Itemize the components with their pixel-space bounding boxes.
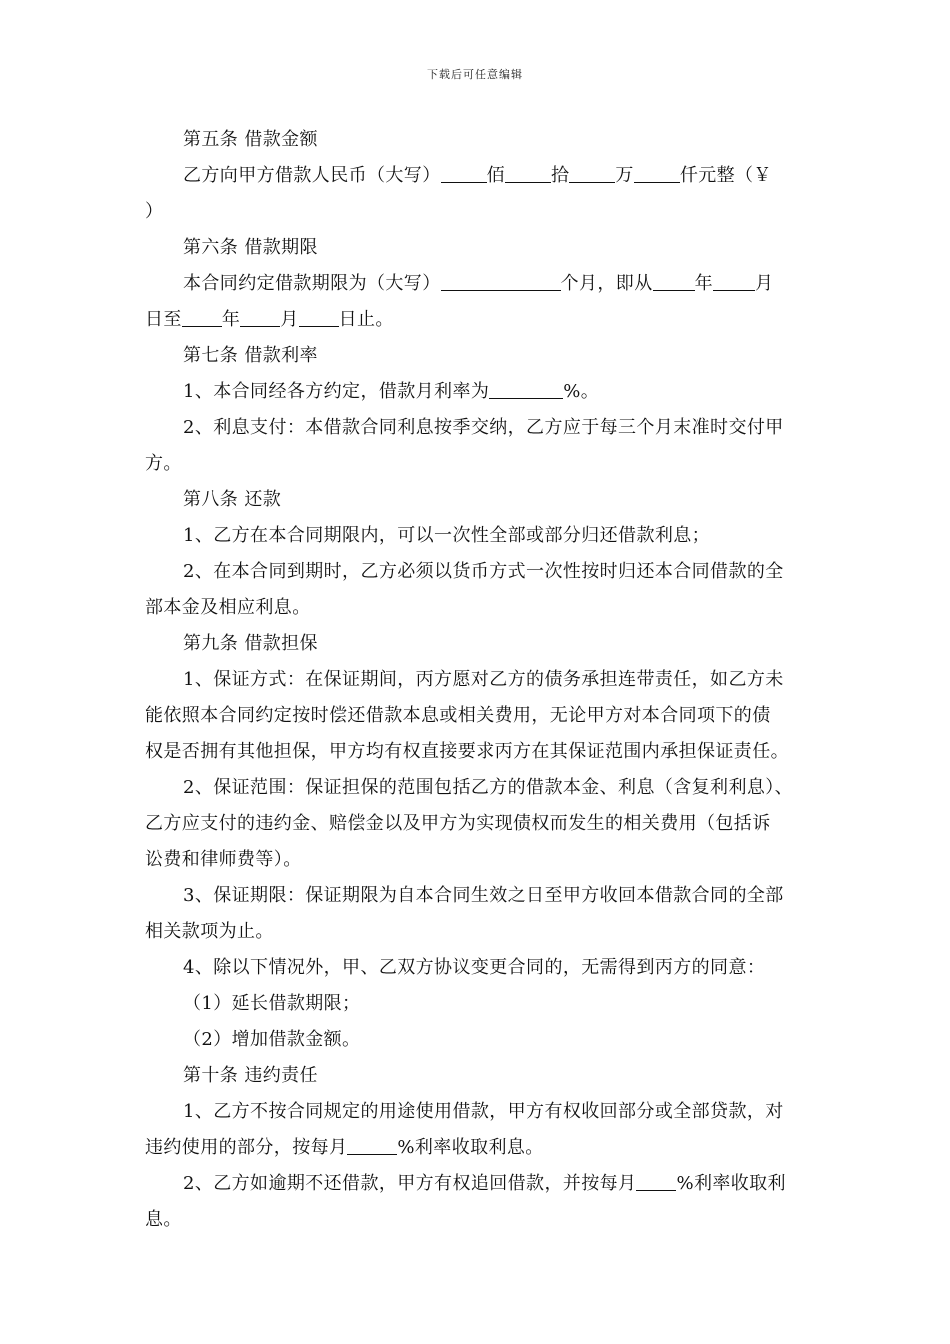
article8-title: 第八条 还款	[183, 489, 282, 510]
day-until: 日止。	[338, 309, 394, 330]
article9-item2-line1: 2、保证范围：保证担保的范围包括乙方的借款本金、利息（含复利利息）、	[183, 777, 794, 798]
period-prefix: 本合同约定借款期限为（大写）	[183, 273, 441, 294]
article9-sub1: （1）延长借款期限；	[183, 993, 361, 1014]
item2-suffix: %利率收取利	[676, 1173, 786, 1194]
blank-shi	[505, 164, 551, 183]
article9-item1-line2: 能依照本合同约定按时偿还借款本息或相关费用，无论甲方对本合同项下的债	[145, 705, 771, 726]
day-from: 日至	[145, 309, 182, 330]
article6-period-line	[145, 266, 810, 302]
article8-item1: 1、乙方在本合同期限内，可以一次性全部或部分归还借款利息；	[183, 525, 711, 546]
article9-item2-line3: 讼费和律师费等）。	[145, 849, 302, 870]
article9-item3-line1: 3、保证期限：保证期限为自本合同生效之日至甲方收回本借款合同的全部	[183, 885, 784, 906]
blank-overdue-rate	[636, 1172, 676, 1191]
article6-date-line	[145, 302, 810, 338]
rate-suffix: %利率收取利息。	[397, 1137, 544, 1158]
unit-wan: 万	[615, 165, 634, 186]
label-year: 年	[694, 273, 714, 294]
contract-body	[145, 122, 810, 1238]
blank-qian	[634, 164, 680, 183]
blank-to-year	[182, 308, 222, 327]
article7-rate-line	[145, 374, 810, 410]
blank-bai	[441, 164, 487, 183]
blank-period	[441, 272, 561, 291]
label-month-2: 月	[280, 309, 299, 330]
blank-from-year	[653, 272, 695, 291]
article10-title: 第十条 违约责任	[183, 1065, 318, 1086]
blank-to-month	[240, 308, 280, 327]
article10-item1-line1: 1、乙方不按合同规定的用途使用借款，甲方有权收回部分或全部贷款，对	[183, 1101, 784, 1122]
article9-item1-line3: 权是否拥有其他担保，甲方均有权直接要求丙方在其保证范围内承担保证责任。	[145, 741, 789, 762]
article7-payment-line1: 2、利息支付：本借款合同利息按季交纳，乙方应于每三个月末准时交付甲	[183, 417, 784, 438]
article7-title: 第七条 借款利率	[183, 345, 318, 366]
article5-amount-line	[145, 158, 810, 194]
blank-to-day	[299, 308, 339, 327]
label-month: 月	[755, 273, 774, 294]
article9-sub2: （2）增加借款金额。	[183, 1029, 361, 1050]
article9-item1-line1: 1、保证方式：在保证期间，丙方愿对乙方的债务承担连带责任，如乙方未	[183, 669, 784, 690]
blank-wan	[569, 164, 615, 183]
article9-title: 第九条 借款担保	[183, 633, 318, 654]
blank-penalty-rate	[347, 1136, 397, 1155]
article5-close-paren: ）	[145, 201, 164, 222]
page-header-note: 下载后可任意编辑	[427, 68, 523, 81]
article9-item2-line2: 乙方应支付的违约金、赔偿金以及甲方为实现债权而发生的相关费用（包括诉	[145, 813, 771, 834]
label-year-2: 年	[221, 309, 241, 330]
item1-line2-prefix: 违约使用的部分，按每月	[145, 1137, 348, 1158]
article5-title: 第五条 借款金额	[183, 129, 318, 150]
amount-prefix: 乙方向甲方借款人民币（大写）	[183, 165, 441, 186]
article7-payment-line2: 方。	[145, 453, 182, 474]
blank-from-month	[713, 272, 755, 291]
percent-end: %。	[563, 381, 600, 402]
article9-item3-line2: 相关款项为止。	[145, 921, 274, 942]
rate-prefix: 1、本合同经各方约定，借款月利率为	[183, 381, 490, 402]
item2-prefix: 2、乙方如逾期不还借款，甲方有权追回借款，并按每月	[183, 1173, 637, 1194]
article10-item2-line2: 息。	[145, 1209, 182, 1230]
article9-item4: 4、除以下情况外，甲、乙双方协议变更合同的，无需得到丙方的同意：	[183, 957, 766, 978]
unit-bai: 佰	[486, 165, 506, 186]
article8-item2-line1: 2、在本合同到期时，乙方必须以货币方式一次性按时归还本合同借款的全	[183, 561, 784, 582]
period-mid: 个月，即从	[560, 273, 653, 294]
article10-item1-line2	[145, 1130, 810, 1166]
blank-monthly-rate	[489, 380, 563, 399]
article8-item2-line2: 部本金及相应利息。	[145, 597, 311, 618]
article10-item2-line1	[145, 1166, 810, 1202]
article6-title: 第六条 借款期限	[183, 237, 318, 258]
unit-qian-end: 仟元整（￥	[679, 165, 772, 186]
unit-shi: 拾	[551, 165, 570, 186]
